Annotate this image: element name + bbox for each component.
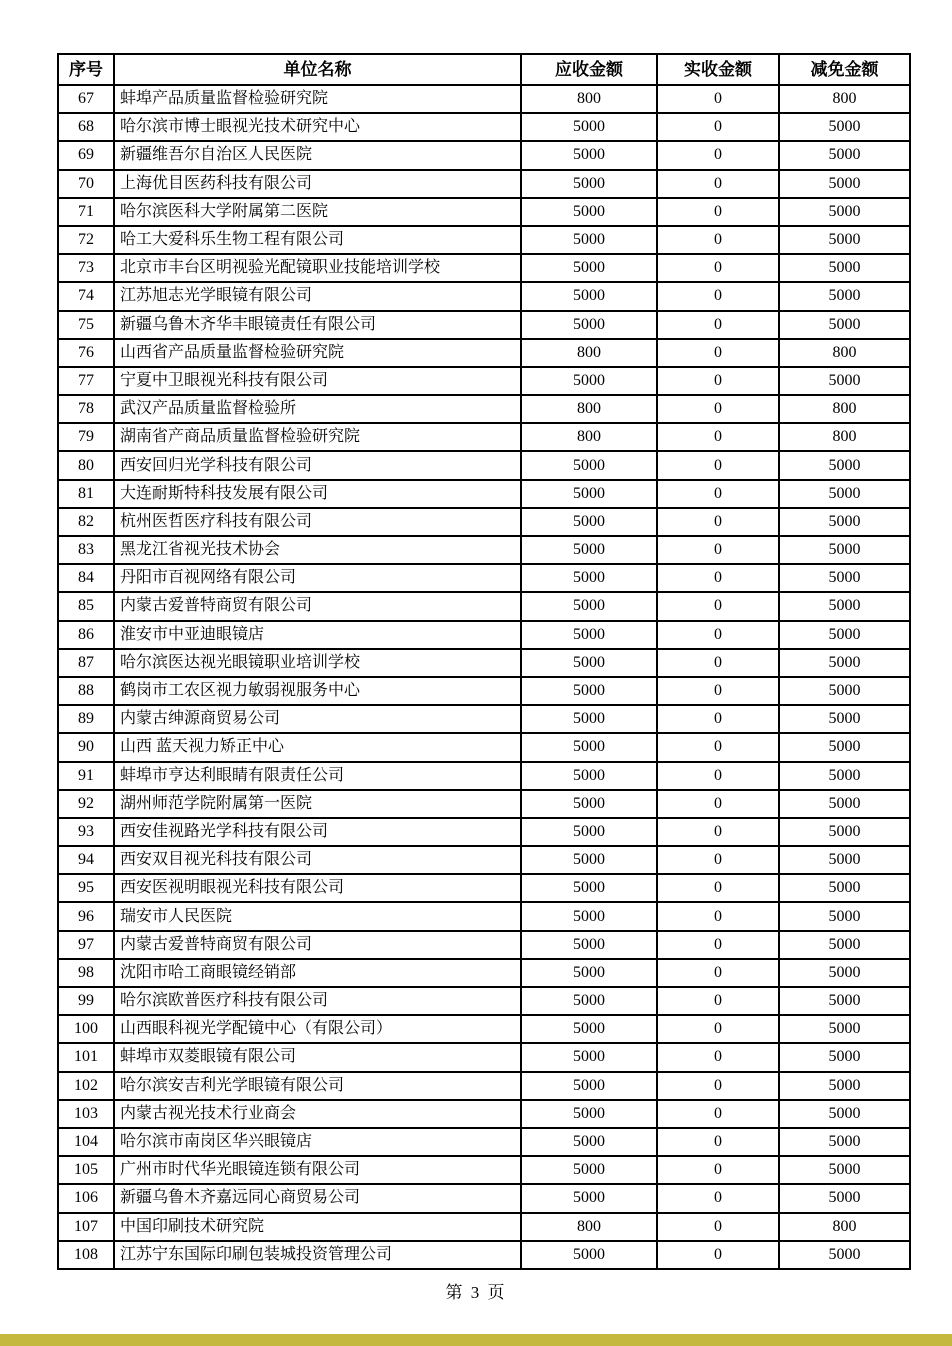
table-row: [58, 592, 910, 620]
table-cell: 5000: [521, 592, 657, 620]
table-cell: 5000: [521, 113, 657, 141]
table-body: [58, 85, 910, 1269]
table-cell: 内蒙古爱普特商贸有限公司: [114, 931, 521, 959]
table-row: [58, 1241, 910, 1269]
table-row: [58, 846, 910, 874]
table-row: [58, 423, 910, 451]
table-cell: 5000: [521, 170, 657, 198]
column-header-received: 实收金额: [657, 54, 779, 85]
table-cell: 5000: [779, 480, 910, 508]
column-header-reduction: 减免金额: [779, 54, 910, 85]
table-cell: 0: [657, 846, 779, 874]
table-cell: 68: [58, 113, 114, 141]
table-cell: 内蒙古绅源商贸易公司: [114, 705, 521, 733]
table-cell: 0: [657, 649, 779, 677]
table-cell: 5000: [521, 959, 657, 987]
table-cell: 0: [657, 1015, 779, 1043]
table-cell: 800: [521, 395, 657, 423]
table-cell: 5000: [779, 705, 910, 733]
table-cell: 5000: [521, 564, 657, 592]
table-cell: 蚌埠市双菱眼镜有限公司: [114, 1043, 521, 1071]
table-cell: 5000: [779, 1015, 910, 1043]
table-cell: 0: [657, 423, 779, 451]
table-cell: 800: [779, 1213, 910, 1241]
table-cell: 5000: [779, 762, 910, 790]
table-cell: 5000: [521, 1241, 657, 1269]
table-cell: 0: [657, 282, 779, 310]
table-cell: 82: [58, 508, 114, 536]
table-cell: 71: [58, 198, 114, 226]
table-cell: 75: [58, 311, 114, 339]
table-cell: 新疆乌鲁木齐华丰眼镜责任有限公司: [114, 311, 521, 339]
table-row: [58, 451, 910, 479]
table-cell: 5000: [521, 874, 657, 902]
table-row: [58, 705, 910, 733]
table-cell: 5000: [521, 733, 657, 761]
table-cell: 92: [58, 790, 114, 818]
table-cell: 80: [58, 451, 114, 479]
table-cell: 5000: [521, 621, 657, 649]
table-cell: 0: [657, 1156, 779, 1184]
table-cell: 83: [58, 536, 114, 564]
table-cell: 87: [58, 649, 114, 677]
table-cell: 5000: [779, 846, 910, 874]
table-cell: 5000: [521, 367, 657, 395]
table-cell: 81: [58, 480, 114, 508]
table-cell: 5000: [779, 564, 910, 592]
table-row: [58, 1043, 910, 1071]
table-cell: 108: [58, 1241, 114, 1269]
bottom-strip: [0, 1334, 952, 1346]
table-cell: 西安佳视路光学科技有限公司: [114, 818, 521, 846]
table-cell: 77: [58, 367, 114, 395]
table-cell: 5000: [779, 931, 910, 959]
table-cell: 5000: [779, 621, 910, 649]
table-cell: 丹阳市百视网络有限公司: [114, 564, 521, 592]
table-cell: 5000: [779, 141, 910, 169]
table-cell: 江苏旭志光学眼镜有限公司: [114, 282, 521, 310]
table-row: [58, 536, 910, 564]
table-cell: 0: [657, 170, 779, 198]
table-cell: 102: [58, 1072, 114, 1100]
table-cell: 0: [657, 339, 779, 367]
table-cell: 山西眼科视光学配镜中心（有限公司）: [114, 1015, 521, 1043]
table-cell: 5000: [521, 198, 657, 226]
page-number: 第 3 页: [445, 1283, 507, 1302]
table-cell: 800: [779, 395, 910, 423]
table-cell: 107: [58, 1213, 114, 1241]
table-cell: 5000: [779, 818, 910, 846]
table-cell: 5000: [521, 1072, 657, 1100]
table-cell: 0: [657, 367, 779, 395]
table-cell: 84: [58, 564, 114, 592]
table-cell: 5000: [521, 1015, 657, 1043]
table-cell: 0: [657, 959, 779, 987]
table-cell: 76: [58, 339, 114, 367]
table-cell: 内蒙古视光技术行业商会: [114, 1100, 521, 1128]
table-row: [58, 959, 910, 987]
table-cell: 0: [657, 1100, 779, 1128]
table-row: [58, 508, 910, 536]
table-cell: 哈尔滨市南岗区华兴眼镜店: [114, 1128, 521, 1156]
table-cell: 5000: [521, 226, 657, 254]
table-cell: 800: [521, 339, 657, 367]
table-cell: 湖州师范学院附属第一医院: [114, 790, 521, 818]
table-cell: 101: [58, 1043, 114, 1071]
table-cell: 5000: [521, 790, 657, 818]
table-cell: 0: [657, 987, 779, 1015]
table-cell: 中国印刷技术研究院: [114, 1213, 521, 1241]
table-cell: 5000: [779, 198, 910, 226]
table-cell: 70: [58, 170, 114, 198]
table-cell: 0: [657, 254, 779, 282]
table-row: [58, 85, 910, 113]
table-cell: 0: [657, 141, 779, 169]
table-row: [58, 818, 910, 846]
table-cell: 5000: [779, 170, 910, 198]
table-cell: 67: [58, 85, 114, 113]
table-cell: 北京市丰台区明视验光配镜职业技能培训学校: [114, 254, 521, 282]
table-cell: 0: [657, 536, 779, 564]
table-cell: 0: [657, 762, 779, 790]
table-cell: 5000: [779, 1043, 910, 1071]
table-row: [58, 1184, 910, 1212]
table-row: [58, 790, 910, 818]
table-cell: 5000: [521, 987, 657, 1015]
table-cell: 蚌埠市亨达利眼睛有限责任公司: [114, 762, 521, 790]
table-cell: 0: [657, 1043, 779, 1071]
table-row: [58, 1156, 910, 1184]
table-cell: 0: [657, 705, 779, 733]
table-cell: 97: [58, 931, 114, 959]
table-cell: 5000: [779, 536, 910, 564]
table-row: [58, 649, 910, 677]
table-cell: 91: [58, 762, 114, 790]
table-row: [58, 198, 910, 226]
table-cell: 0: [657, 1241, 779, 1269]
table-cell: 5000: [779, 592, 910, 620]
table-cell: 5000: [779, 959, 910, 987]
table-cell: 103: [58, 1100, 114, 1128]
table-cell: 山西省产品质量监督检验研究院: [114, 339, 521, 367]
table-cell: 5000: [521, 1156, 657, 1184]
table-row: [58, 311, 910, 339]
table-cell: 5000: [779, 226, 910, 254]
table-cell: 0: [657, 931, 779, 959]
table-cell: 73: [58, 254, 114, 282]
table-row: [58, 113, 910, 141]
table-cell: 800: [521, 423, 657, 451]
table-cell: 黑龙江省视光技术协会: [114, 536, 521, 564]
table-row: [58, 480, 910, 508]
table-cell: 85: [58, 592, 114, 620]
table-cell: 5000: [521, 536, 657, 564]
table-cell: 0: [657, 508, 779, 536]
table-cell: 0: [657, 395, 779, 423]
table-cell: 哈尔滨医科大学附属第二医院: [114, 198, 521, 226]
table-cell: 杭州医哲医疗科技有限公司: [114, 508, 521, 536]
table-cell: 800: [779, 423, 910, 451]
table-cell: 0: [657, 113, 779, 141]
table-cell: 5000: [779, 508, 910, 536]
table-row: [58, 1128, 910, 1156]
table-cell: 淮安市中亚迪眼镜店: [114, 621, 521, 649]
table-cell: 800: [521, 85, 657, 113]
table-row: [58, 1100, 910, 1128]
table-cell: 0: [657, 733, 779, 761]
table-cell: 105: [58, 1156, 114, 1184]
table-cell: 5000: [521, 508, 657, 536]
table-row: [58, 1015, 910, 1043]
table-cell: 大连耐斯特科技发展有限公司: [114, 480, 521, 508]
table-cell: 哈工大爱科乐生物工程有限公司: [114, 226, 521, 254]
table-cell: 上海优目医药科技有限公司: [114, 170, 521, 198]
table-cell: 104: [58, 1128, 114, 1156]
table-cell: 哈尔滨欧普医疗科技有限公司: [114, 987, 521, 1015]
table-cell: 72: [58, 226, 114, 254]
table-header: [58, 54, 910, 85]
table-cell: 79: [58, 423, 114, 451]
table-cell: 5000: [521, 762, 657, 790]
table-cell: 5000: [521, 480, 657, 508]
table-cell: 5000: [779, 451, 910, 479]
table-cell: 西安回归光学科技有限公司: [114, 451, 521, 479]
table-cell: 内蒙古爱普特商贸有限公司: [114, 592, 521, 620]
table-row: [58, 254, 910, 282]
table-row: [58, 677, 910, 705]
table-cell: 86: [58, 621, 114, 649]
table-row: [58, 282, 910, 310]
table-cell: 0: [657, 902, 779, 930]
table-row: [58, 226, 910, 254]
table-cell: 800: [779, 85, 910, 113]
table-cell: 5000: [521, 1100, 657, 1128]
table-row: [58, 931, 910, 959]
table-cell: 0: [657, 1184, 779, 1212]
table-cell: 5000: [521, 846, 657, 874]
table-cell: 宁夏中卫眼视光科技有限公司: [114, 367, 521, 395]
table-cell: 5000: [521, 1128, 657, 1156]
table-cell: 5000: [779, 649, 910, 677]
header-row: [58, 54, 910, 85]
table-row: [58, 874, 910, 902]
table-row: [58, 564, 910, 592]
table-cell: 0: [657, 226, 779, 254]
table-cell: 湖南省产商品质量监督检验研究院: [114, 423, 521, 451]
table-cell: 0: [657, 451, 779, 479]
column-header-unit-name: 单位名称: [114, 54, 521, 85]
table-cell: 0: [657, 1213, 779, 1241]
table-cell: 89: [58, 705, 114, 733]
table-cell: 0: [657, 311, 779, 339]
table-row: [58, 987, 910, 1015]
table-cell: 5000: [779, 1072, 910, 1100]
table-cell: 800: [779, 339, 910, 367]
table-cell: 93: [58, 818, 114, 846]
table-cell: 0: [657, 818, 779, 846]
table-cell: 5000: [521, 705, 657, 733]
table-cell: 0: [657, 874, 779, 902]
table-cell: 5000: [779, 367, 910, 395]
table-row: [58, 621, 910, 649]
table-row: [58, 1213, 910, 1241]
table-cell: 武汉产品质量监督检验所: [114, 395, 521, 423]
fee-table: [57, 53, 911, 1270]
table-cell: 0: [657, 592, 779, 620]
table-cell: 5000: [521, 818, 657, 846]
table-row: [58, 367, 910, 395]
column-header-receivable: 应收金额: [521, 54, 657, 85]
table-row: [58, 395, 910, 423]
table-cell: 5000: [779, 987, 910, 1015]
table-cell: 0: [657, 1128, 779, 1156]
table-row: [58, 1072, 910, 1100]
table-cell: 5000: [521, 677, 657, 705]
table-cell: 西安医视明眼视光科技有限公司: [114, 874, 521, 902]
table-cell: 5000: [779, 733, 910, 761]
table-cell: 5000: [779, 254, 910, 282]
table-cell: 88: [58, 677, 114, 705]
table-cell: 5000: [779, 1184, 910, 1212]
table-cell: 5000: [779, 790, 910, 818]
table-cell: 新疆乌鲁木齐嘉远同心商贸易公司: [114, 1184, 521, 1212]
table-cell: 5000: [779, 1100, 910, 1128]
table-cell: 0: [657, 564, 779, 592]
table-cell: 广州市时代华光眼镜连锁有限公司: [114, 1156, 521, 1184]
table-cell: 5000: [779, 902, 910, 930]
table-cell: 5000: [521, 1043, 657, 1071]
table-cell: 5000: [521, 649, 657, 677]
table-cell: 5000: [521, 1184, 657, 1212]
table-cell: 哈尔滨医达视光眼镜职业培训学校: [114, 649, 521, 677]
table-cell: 西安双目视光科技有限公司: [114, 846, 521, 874]
table-cell: 0: [657, 677, 779, 705]
table-cell: 100: [58, 1015, 114, 1043]
table-cell: 瑞安市人民医院: [114, 902, 521, 930]
table-cell: 90: [58, 733, 114, 761]
table-cell: 哈尔滨市博士眼视光技术研究中心: [114, 113, 521, 141]
table-cell: 5000: [779, 1156, 910, 1184]
table-cell: 5000: [521, 311, 657, 339]
table-cell: 95: [58, 874, 114, 902]
table-row: [58, 762, 910, 790]
table-cell: 鹤岗市工农区视力敏弱视服务中心: [114, 677, 521, 705]
table-cell: 96: [58, 902, 114, 930]
table-cell: 69: [58, 141, 114, 169]
table-cell: 沈阳市哈工商眼镜经销部: [114, 959, 521, 987]
table-cell: 106: [58, 1184, 114, 1212]
table-cell: 新疆维吾尔自治区人民医院: [114, 141, 521, 169]
table-cell: 5000: [779, 311, 910, 339]
table-cell: 5000: [521, 254, 657, 282]
table-row: [58, 902, 910, 930]
table-cell: 5000: [521, 902, 657, 930]
table-row: [58, 733, 910, 761]
table-cell: 0: [657, 198, 779, 226]
table-row: [58, 141, 910, 169]
table-cell: 江苏宁东国际印刷包装城投资管理公司: [114, 1241, 521, 1269]
table-cell: 78: [58, 395, 114, 423]
table-cell: 0: [657, 480, 779, 508]
table-cell: 800: [521, 1213, 657, 1241]
table-cell: 98: [58, 959, 114, 987]
table-cell: 0: [657, 621, 779, 649]
table-cell: 5000: [779, 874, 910, 902]
table-cell: 5000: [521, 282, 657, 310]
table-cell: 5000: [779, 1241, 910, 1269]
table-cell: 5000: [521, 451, 657, 479]
table-cell: 99: [58, 987, 114, 1015]
table-cell: 5000: [779, 677, 910, 705]
table-cell: 94: [58, 846, 114, 874]
table-cell: 山西 蓝天视力矫正中心: [114, 733, 521, 761]
table-cell: 5000: [779, 1128, 910, 1156]
table-cell: 5000: [521, 931, 657, 959]
table-cell: 蚌埠产品质量监督检验研究院: [114, 85, 521, 113]
table-cell: 0: [657, 85, 779, 113]
table-cell: 5000: [521, 141, 657, 169]
column-header-index: 序号: [58, 54, 114, 85]
table-cell: 74: [58, 282, 114, 310]
table-cell: 0: [657, 1072, 779, 1100]
table-cell: 5000: [779, 113, 910, 141]
table-row: [58, 339, 910, 367]
table-cell: 0: [657, 790, 779, 818]
table-cell: 哈尔滨安吉利光学眼镜有限公司: [114, 1072, 521, 1100]
table-cell: 5000: [779, 282, 910, 310]
table-row: [58, 170, 910, 198]
